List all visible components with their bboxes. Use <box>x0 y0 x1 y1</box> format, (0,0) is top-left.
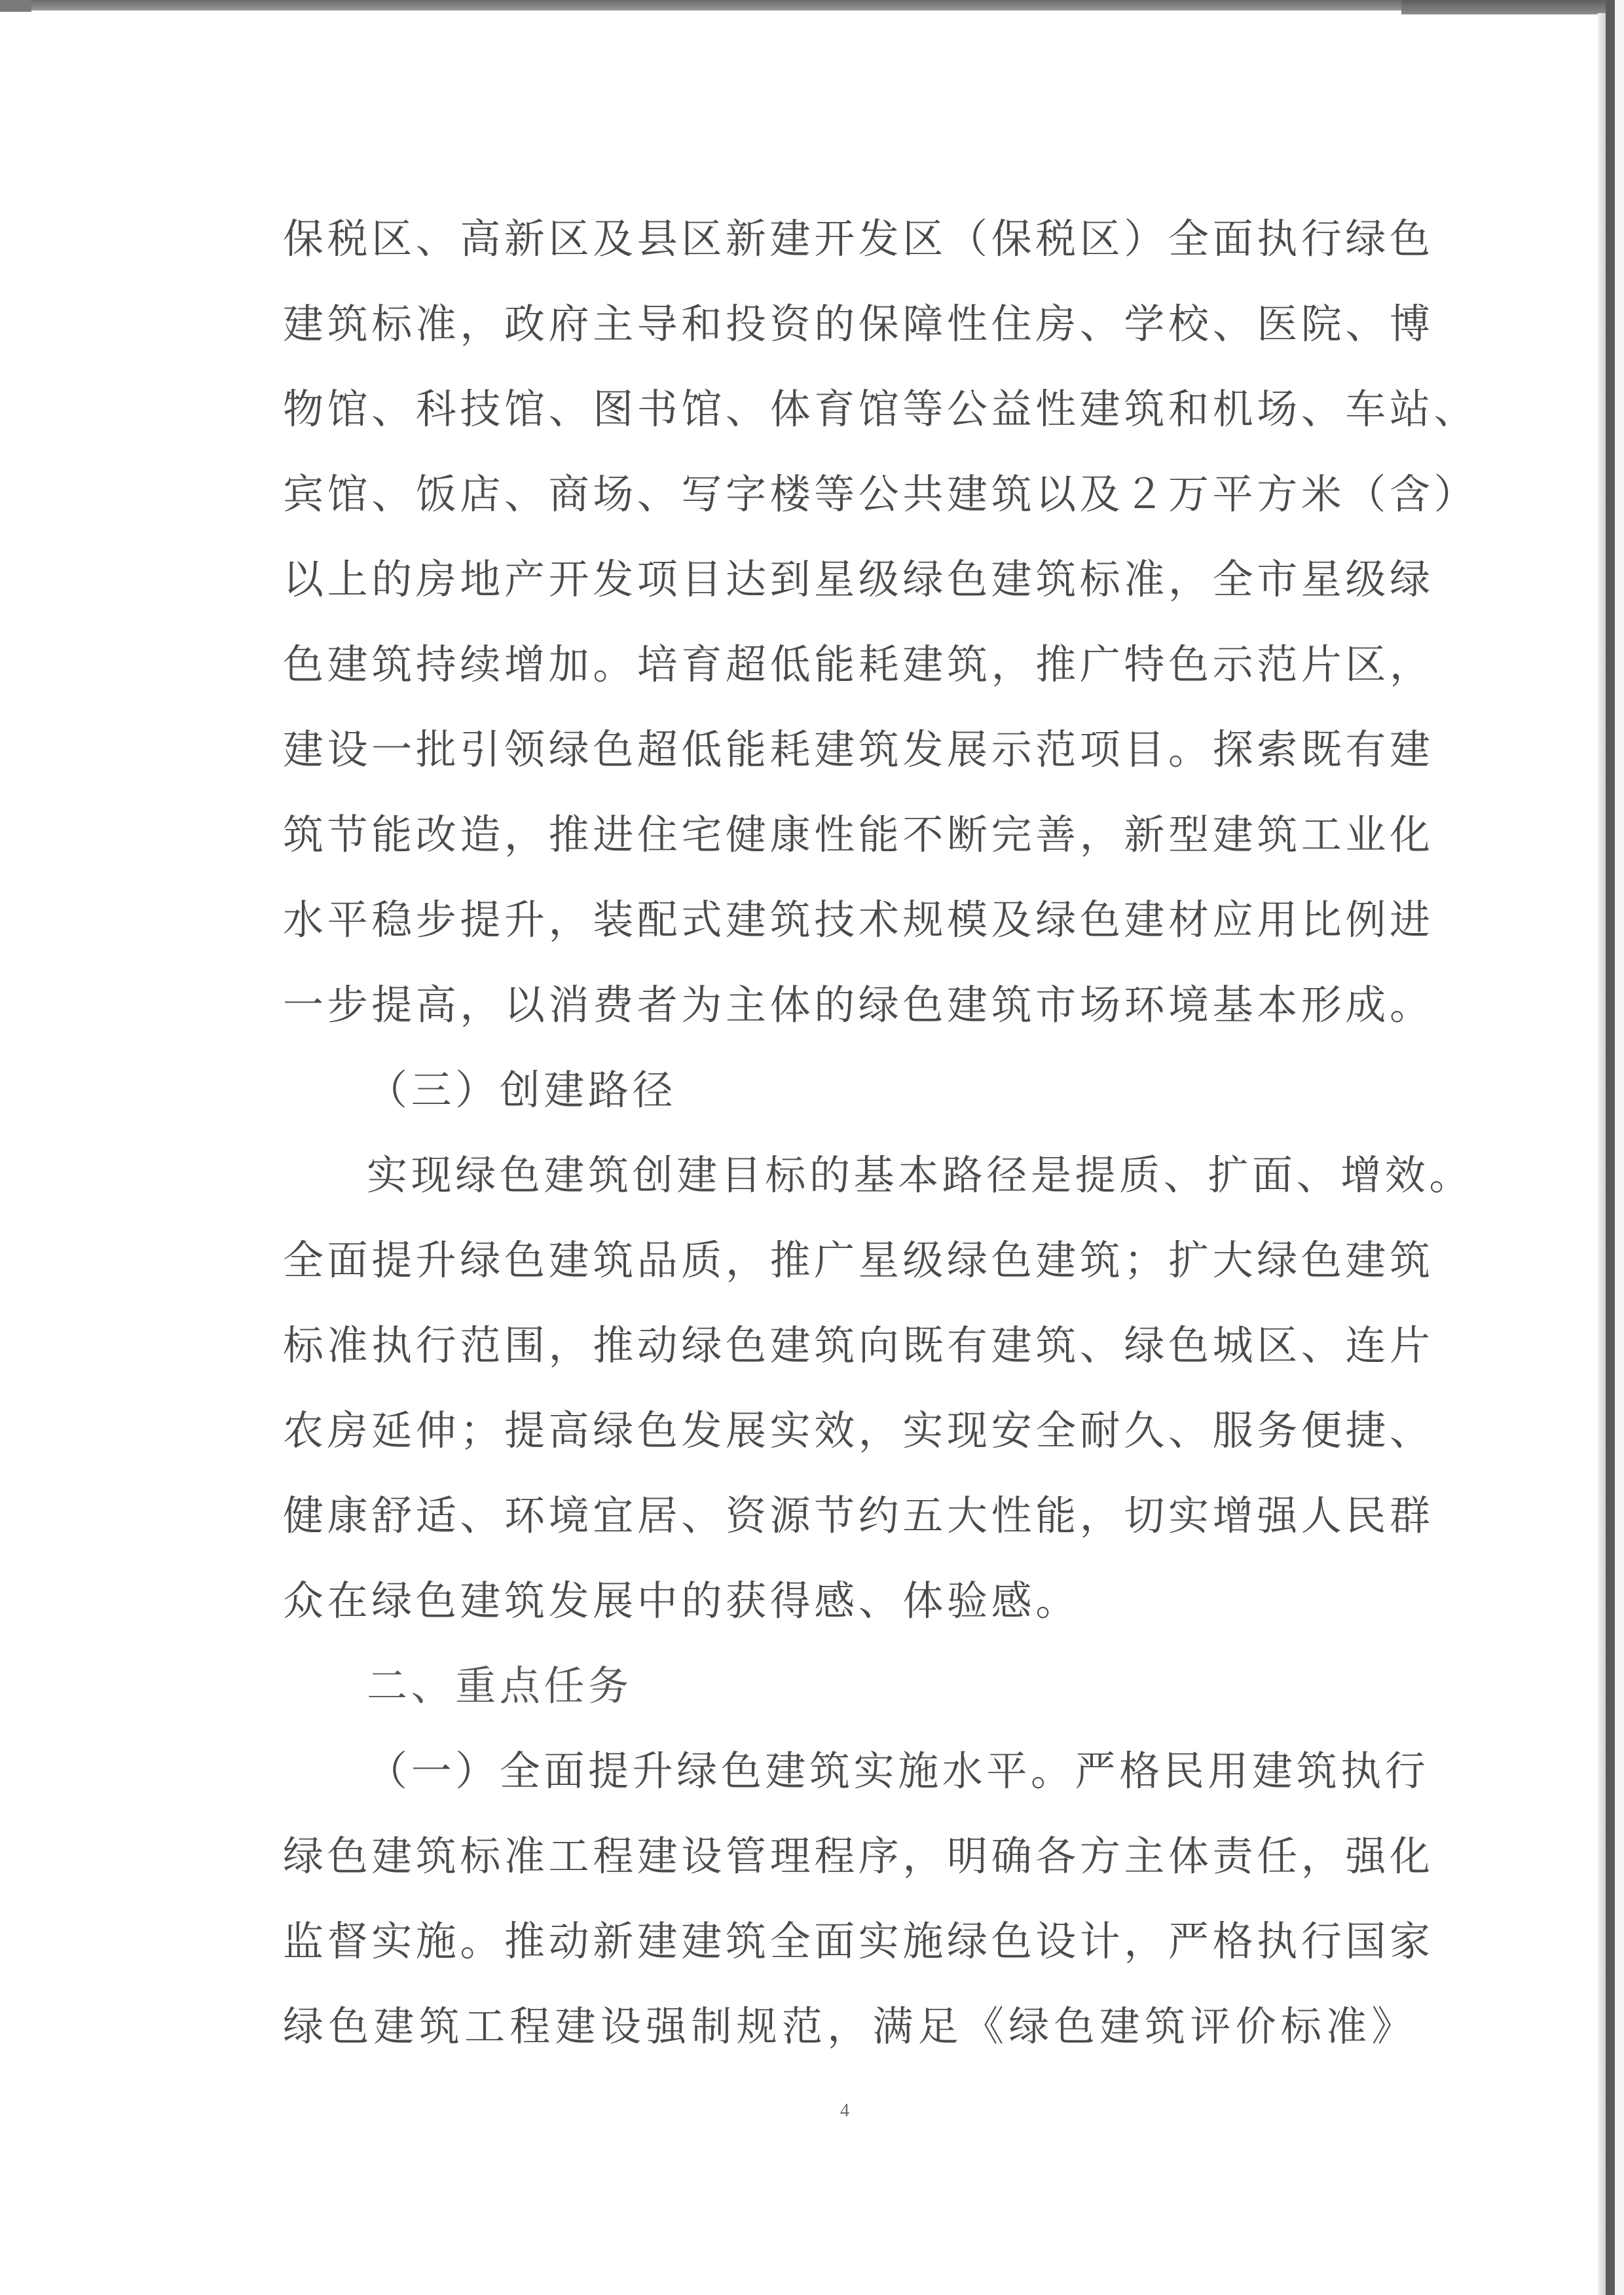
text-line: 宾馆、饭店、商场、写字楼等公共建筑以及２万平方米（含） <box>283 470 1479 518</box>
text-line: 水平稳步提升，装配式建筑技术规模及绿色建材应用比例进 <box>283 896 1434 944</box>
text-line: 众在绿色建筑发展中的获得感、体验感。 <box>283 1577 1080 1625</box>
text-line: 建筑标准，政府主导和投资的保障性住房、学校、医院、博 <box>283 300 1434 348</box>
text-line: 建设一批引领绿色超低能耗建筑发展示范项目。探索既有建 <box>283 725 1434 773</box>
text-line: 以上的房地产开发项目达到星级绿色建筑标准，全市星级绿 <box>283 555 1434 603</box>
heading-key-tasks: 二、重点任务 <box>367 1662 633 1710</box>
text-line: 保税区、高新区及县区新建开发区（保税区）全面执行绿色 <box>283 215 1434 263</box>
subheading-creation-path: （三）创建路径 <box>367 1066 677 1114</box>
text-line: 健康舒适、环境宜居、资源节约五大性能，切实增强人民群 <box>283 1492 1434 1539</box>
text-line: 标准执行范围，推动绿色建筑向既有建筑、绿色城区、连片 <box>283 1321 1434 1369</box>
scan-border-top <box>0 0 1624 10</box>
paragraph-continued <box>283 196 1479 1048</box>
paragraph-creation-path <box>283 1133 1474 1643</box>
text-line: 绿色建筑标准工程建设管理程序，明确各方主体责任，强化 <box>283 1832 1434 1880</box>
text-line: 实现绿色建筑创建目标的基本路径是提质、扩面、增效。 <box>367 1151 1474 1199</box>
text-line: 色建筑持续增加。培育超低能耗建筑，推广特色示范片区， <box>283 640 1434 688</box>
text-line: 绿色建筑工程建设强制规范，满足《绿色建筑评价标准》 <box>283 2002 1416 2050</box>
text-line: 农房延伸；提高绿色发展实效，实现安全耐久、服务便捷、 <box>283 1406 1434 1454</box>
scan-edge-right <box>1615 0 1624 2295</box>
text-line: 一步提高，以消费者为主体的绿色建筑市场环境基本形成。 <box>283 981 1434 1029</box>
text-line: 物馆、科技馆、图书馆、体育馆等公益性建筑和机场、车站、 <box>283 385 1479 433</box>
page-number: 4 <box>840 2101 849 2121</box>
paragraph-key-task-1 <box>283 1729 1434 2069</box>
text-line: 全面提升绿色建筑品质，推广星级绿色建筑；扩大绿色建筑 <box>283 1236 1434 1284</box>
scan-shadow-right <box>1598 13 1606 2295</box>
text-line: 监督实施。推动新建建筑全面实施绿色设计，严格执行国家 <box>283 1917 1434 1965</box>
text-line: 筑节能改造，推进住宅健康性能不断完善，新型建筑工业化 <box>283 811 1434 858</box>
scan-border-right <box>1606 0 1615 2295</box>
document-page <box>283 196 1479 2069</box>
scan-artifact-top-left <box>0 0 31 12</box>
text-line: （一）全面提升绿色建筑实施水平。严格民用建筑执行 <box>367 1747 1430 1795</box>
scan-artifact-top-right <box>1401 0 1624 14</box>
